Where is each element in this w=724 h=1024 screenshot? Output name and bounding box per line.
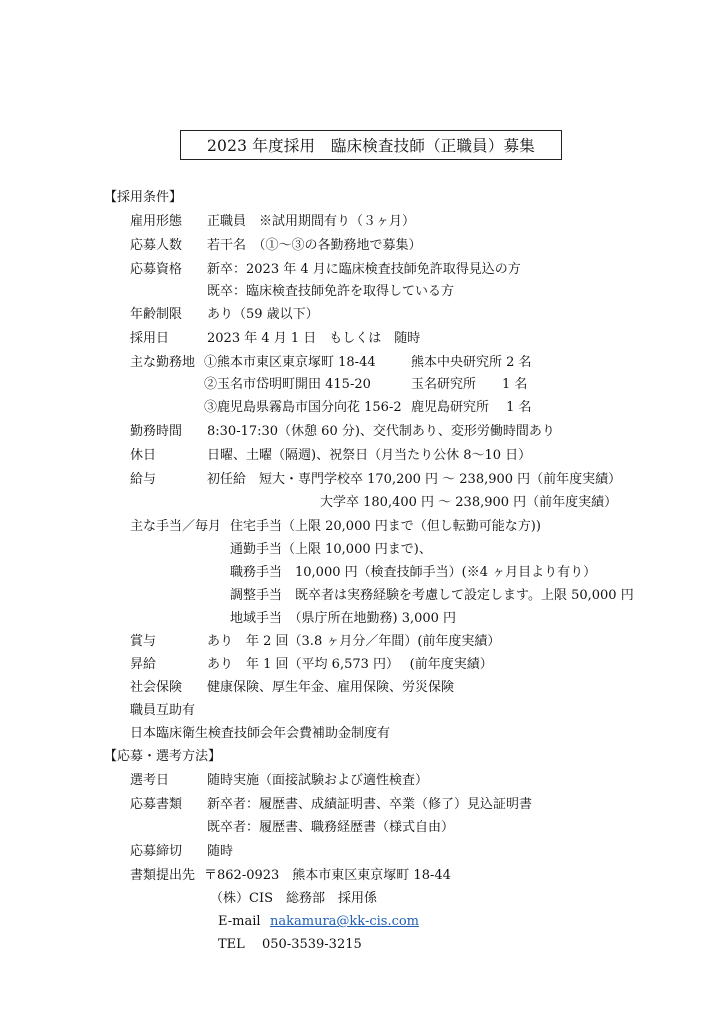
documents-row <box>0 795 724 815</box>
selection-date-label: 選考日 <box>130 773 170 788</box>
hours-row <box>0 422 724 442</box>
location-office-2: 玉名研究所 1 名 <box>411 377 528 392</box>
email-row <box>0 912 724 932</box>
submit-to-label: 書類提出先 <box>130 868 196 883</box>
start-date-row <box>0 329 724 349</box>
submit-address: 〒862-0923 熊本市東区東京塚町 18-44 <box>204 868 451 883</box>
location-row-1 <box>0 353 724 373</box>
association-subsidy: 日本臨床衛生検査技師会年会費補助金制度有 <box>130 726 391 741</box>
qualification-new-grad: 新卒：2023 年 4 月に臨床検査技師免許取得見込の方 <box>207 262 521 277</box>
allowances-label: 主な手当／毎月 <box>130 519 222 534</box>
employment-type-value: 正職員 ※試用期間有り（３ヶ月） <box>207 214 416 229</box>
holidays-row <box>0 446 724 466</box>
conditions-heading: 【採用条件】 <box>104 190 183 205</box>
allowance-duty: 職務手当 10,000 円（検査技師手当）(※4 ヶ月目より有り） <box>230 565 597 580</box>
raise-row <box>0 655 724 675</box>
start-date-label: 採用日 <box>130 331 170 346</box>
age-limit-value: あり（59 歳以下） <box>207 307 319 322</box>
documents-label: 応募書類 <box>130 797 183 812</box>
selection-date-row <box>0 771 724 791</box>
hours-label: 勤務時間 <box>130 424 183 439</box>
raise-value: あり 年 1 回（平均 6,573 円） (前年度実績） <box>207 657 493 672</box>
bonus-value: あり 年 2 回（3.8 ヶ月分／年間）(前年度実績） <box>207 634 501 649</box>
locations-label: 主な勤務地 <box>130 355 196 370</box>
raise-label: 昇給 <box>130 657 157 672</box>
tel-number: 050-3539-3215 <box>262 937 362 952</box>
age-limit-row <box>0 305 724 325</box>
qualification-row <box>0 260 724 280</box>
location-office-3: 鹿児島研究所 1 名 <box>411 400 532 415</box>
allowance-regional: 地域手当 （県庁所在地勤務) 3,000 円 <box>230 611 457 626</box>
selection-date-value: 随時実施（面接試験および適性検査） <box>207 773 429 788</box>
deadline-value: 随時 <box>207 844 234 859</box>
salary-row <box>0 470 724 490</box>
documents-new-grad: 新卒者：履歴書、成績証明書、卒業（修了）見込証明書 <box>207 797 533 812</box>
location-row-2 <box>0 375 724 395</box>
location-office-1: 熊本中央研究所 2 名 <box>411 355 532 370</box>
documents-experienced: 既卒者：履歴書、職務経歴書（様式自由） <box>207 820 455 835</box>
location-row-3 <box>0 398 724 418</box>
allowance-row-1 <box>0 517 724 537</box>
salary-line-1: 初任給 短大・専門学校卒 170,200 円 ～ 238,900 円（前年度実績） <box>207 472 622 487</box>
insurance-row <box>0 678 724 698</box>
location-address-1: ①熊本市東区東京塚町 18-44 <box>204 355 376 370</box>
allowance-commute: 通勤手当（上限 10,000 円まで)、 <box>230 542 432 557</box>
hours-value: 8:30-17:30（休憩 60 分)、交代制あり、変形労働時間あり <box>207 424 555 439</box>
qualification-label: 応募資格 <box>130 262 183 277</box>
bonus-row <box>0 632 724 652</box>
holidays-value: 日曜、土曜（隔週)、祝祭日（月当たり公休 8～10 日） <box>207 448 532 463</box>
openings-value: 若干名 （①～③の各勤務地で募集） <box>207 238 422 253</box>
allowance-adjustment: 調整手当 既卒者は実務経験を考慮して設定します。上限 50,000 円 <box>230 588 634 603</box>
insurance-label: 社会保険 <box>130 680 183 695</box>
tel-row <box>0 935 724 955</box>
mutual-aid: 職員互助有 <box>130 703 196 718</box>
tel-label: TEL <box>218 937 245 952</box>
holidays-label: 休日 <box>130 448 157 463</box>
email-label: E-mail <box>218 914 261 929</box>
qualification-experienced: 既卒：臨床検査技師免許を取得している方 <box>207 284 455 299</box>
page-title: 2023 年度採用 臨床検査技師（正職員）募集 <box>180 130 562 160</box>
salary-line-2: 大学卒 180,400 円 ～ 238,900 円（前年度実績） <box>320 495 618 510</box>
employment-type-row <box>0 212 724 232</box>
submit-company: （株）CIS 総務部 採用係 <box>210 891 377 906</box>
location-address-3: ③鹿児島県霧島市国分向花 156-2 <box>204 400 402 415</box>
allowance-housing: 住宅手当（上限 20,000 円まで（但し転勤可能な方)) <box>230 519 541 534</box>
deadline-row <box>0 842 724 862</box>
openings-label: 応募人数 <box>130 238 183 253</box>
salary-label: 給与 <box>130 472 157 487</box>
deadline-label: 応募締切 <box>130 844 183 859</box>
employment-type-label: 雇用形態 <box>130 214 183 229</box>
start-date-value: 2023 年 4 月 1 日 もしくは 随時 <box>207 331 421 346</box>
bonus-label: 賞与 <box>130 634 157 649</box>
insurance-value: 健康保険、厚生年金、雇用保険、労災保険 <box>207 680 455 695</box>
location-address-2: ②玉名市岱明町開田 415-20 <box>204 377 371 392</box>
application-heading: 【応募・選考方法】 <box>104 749 222 764</box>
age-limit-label: 年齢制限 <box>130 307 183 322</box>
email-link[interactable]: nakamura@kk-cis.com <box>270 914 420 929</box>
submit-to-row <box>0 866 724 886</box>
openings-row <box>0 236 724 256</box>
